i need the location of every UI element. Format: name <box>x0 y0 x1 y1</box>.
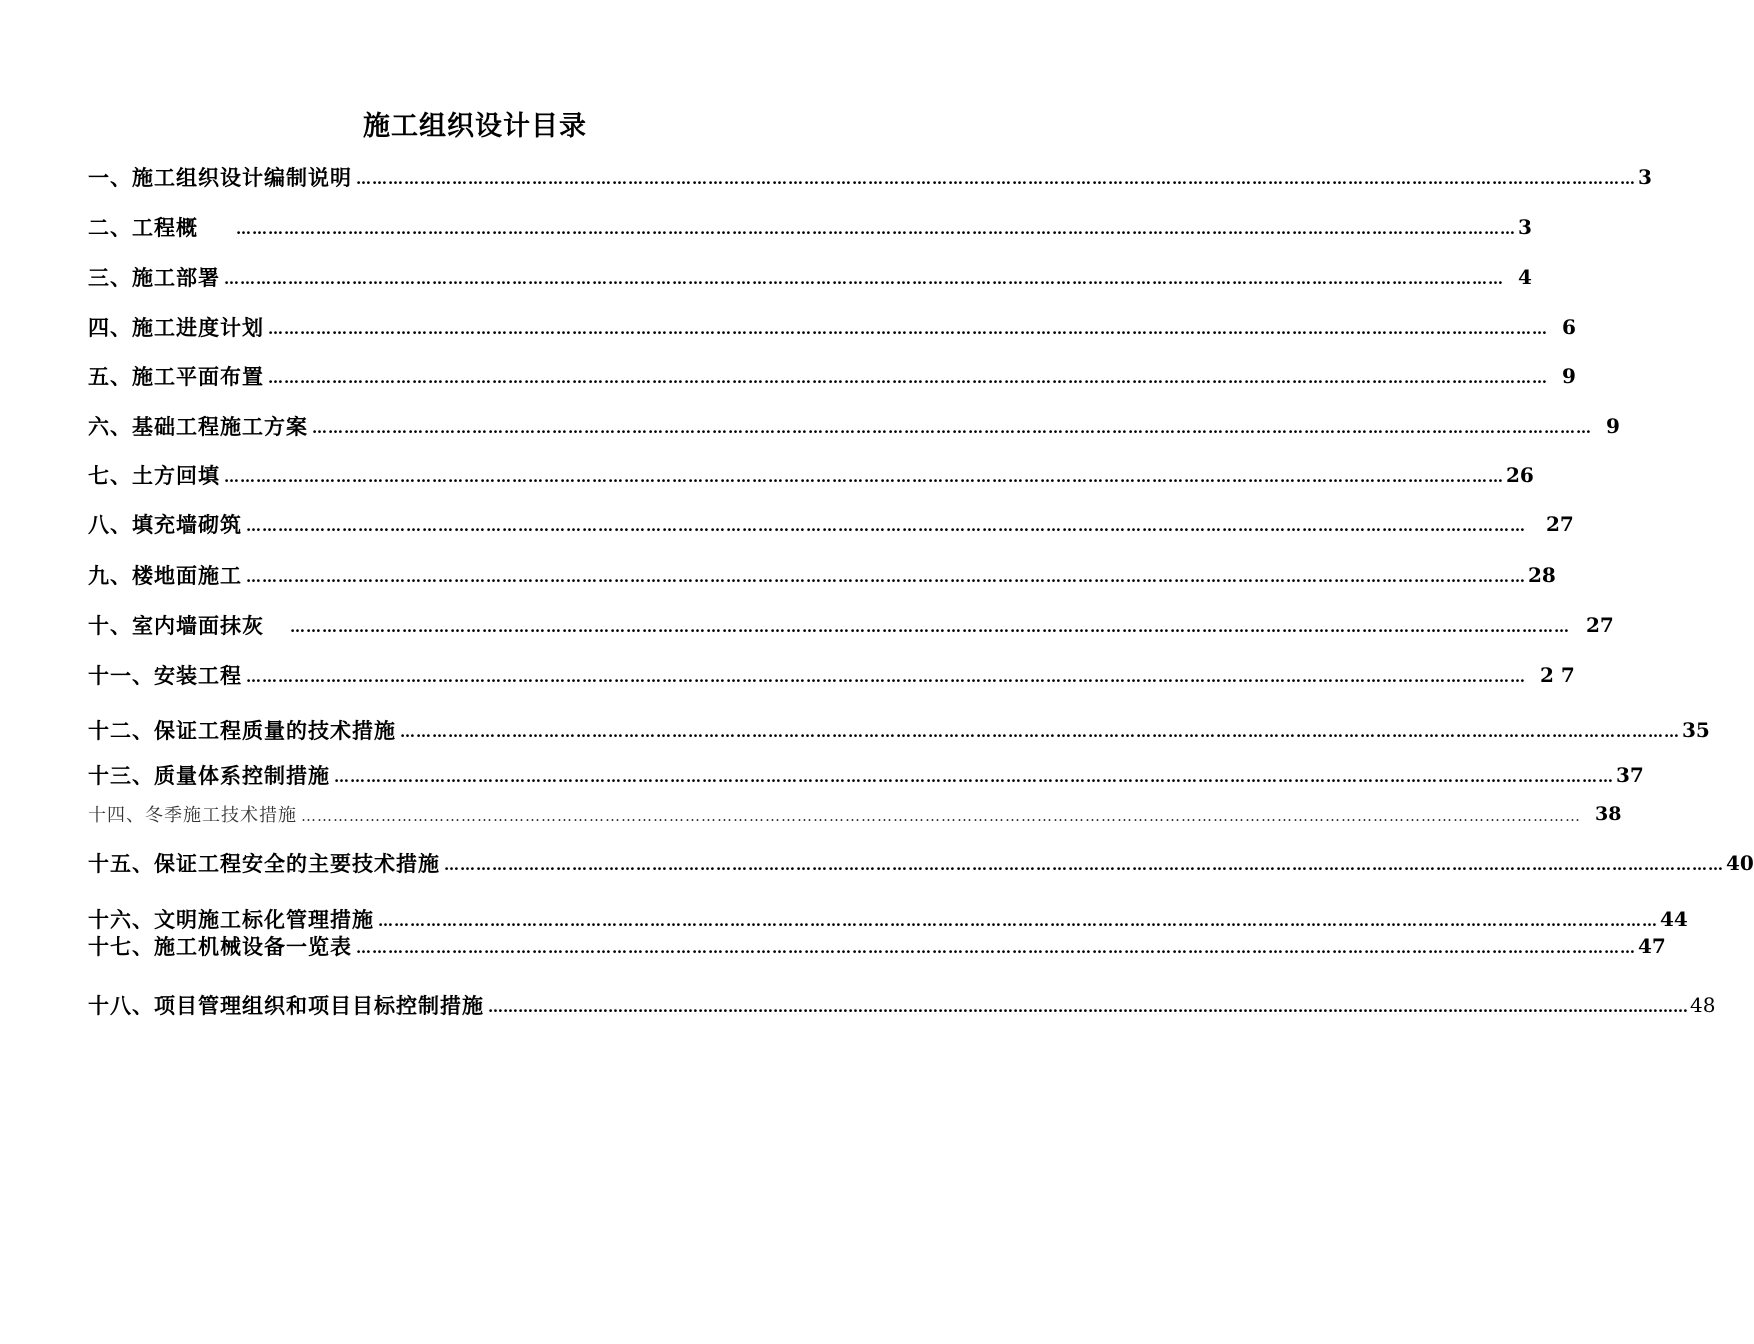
toc-entry-page: 3 <box>1638 165 1652 189</box>
dot-leader: …………………………………………………………………………………………………………………………………………………………………………………………………………………… <box>224 468 1504 486</box>
dot-leader: …………………………………………………………………………………………………………………………………………………………………………………………………………………… <box>224 270 1504 288</box>
dot-leader: …………………………………………………………………………………………………………………………………………………………………………………………………………………… <box>246 517 1526 535</box>
dot-leader: …………………………………………………………………………………………………………………………………………………………………………………………………………………… <box>444 856 1724 874</box>
toc-entry-label: 十一、安装工程 <box>88 663 242 688</box>
toc-entry-label: 三、施工部署 <box>88 265 220 290</box>
toc-entry-page: 6 <box>1562 315 1576 339</box>
dot-leader: …………………………………………………………………………………………………………………………………………………………………………………………………………………… <box>488 998 1688 1016</box>
toc-entry-label: 五、施工平面布置 <box>88 364 264 389</box>
dot-leader: …………………………………………………………………………………………………………………………………………………………………………………………………………………… <box>236 220 1516 238</box>
dot-leader: …………………………………………………………………………………………………………………………………………………………………………………………………………………… <box>268 369 1548 387</box>
toc-entry-page: 28 <box>1528 563 1556 587</box>
toc-entry-label: 十四、冬季施工技术措施 <box>88 805 297 826</box>
toc-entry-11 <box>88 660 1575 690</box>
dot-leader: …………………………………………………………………………………………………………………………………………………………………………………………………………………… <box>268 320 1548 338</box>
toc-entry-label: 十、室内墙面抹灰 <box>88 613 264 638</box>
toc-entry-label: 七、土方回填 <box>88 463 220 488</box>
toc-entry-6 <box>88 411 1620 441</box>
toc-entry-page: 37 <box>1616 763 1644 787</box>
toc-entry-17 <box>88 931 1666 961</box>
toc-entry-label: 十五、保证工程安全的主要技术措施 <box>88 851 440 876</box>
toc-entry-1 <box>88 162 1652 192</box>
toc-entry-page: 35 <box>1682 718 1710 742</box>
toc-entry-16 <box>88 904 1688 934</box>
toc-entry-label: 四、施工进度计划 <box>88 315 264 340</box>
toc-entry-5 <box>88 361 1576 391</box>
toc-entry-page: 44 <box>1660 907 1688 931</box>
dot-leader: …………………………………………………………………………………………………………………………………………………………………………………………………………………… <box>312 419 1592 437</box>
toc-entry-label: 一、施工组织设计编制说明 <box>88 165 352 190</box>
toc-entry-label: 十八、项目管理组织和项目目标控制措施 <box>88 993 484 1018</box>
toc-entry-label: 十三、质量体系控制措施 <box>88 763 330 788</box>
toc-entry-page: 40 <box>1726 851 1754 875</box>
toc-entry-page: 27 <box>1546 512 1574 536</box>
toc-entry-4 <box>88 312 1576 342</box>
toc-entry-10 <box>88 610 1614 640</box>
toc-entry-7 <box>88 460 1534 490</box>
dot-leader: …………………………………………………………………………………………………………………………………………………………………………………………………………………… <box>334 768 1614 786</box>
page-title: 施工组织设计目录 <box>363 111 587 142</box>
toc-entry-14 <box>88 799 1622 829</box>
toc-entry-page: 3 <box>1518 215 1532 239</box>
dot-leader: …………………………………………………………………………………………………………………………………………………………………………………………………………………… <box>378 912 1658 930</box>
toc-entry-label: 十六、文明施工标化管理措施 <box>88 907 374 932</box>
dot-leader: …………………………………………………………………………………………………………………………………………………………………………………………………………………… <box>356 170 1636 188</box>
toc-entry-label: 六、基础工程施工方案 <box>88 414 308 439</box>
toc-entry-label: 十二、保证工程质量的技术措施 <box>88 718 396 743</box>
dot-leader: …………………………………………………………………………………………………………………………………………………………………………………………………………………… <box>400 723 1680 741</box>
toc-entry-page: 4 <box>1518 265 1532 289</box>
toc-entry-8 <box>88 509 1574 539</box>
dot-leader: …………………………………………………………………………………………………………………………………………………………………………………………………………………… <box>356 939 1636 957</box>
toc-entry-page: 38 <box>1595 803 1622 825</box>
dot-leader: …………………………………………………………………………………………………………………………………………………………………………………………………………………… <box>290 618 1570 636</box>
dot-leader: …………………………………………………………………………………………………………………………………………………………………………………………………………………… <box>246 668 1526 686</box>
toc-entry-page: 9 <box>1606 414 1620 438</box>
toc-entry-page: 48 <box>1690 993 1716 1017</box>
toc-entry-page: 2 7 <box>1540 663 1575 687</box>
toc-entry-label: 十七、施工机械设备一览表 <box>88 934 352 959</box>
toc-entry-page: 9 <box>1562 364 1576 388</box>
dot-leader: …………………………………………………………………………………………………………………………………………………………………………………………………………………… <box>246 568 1526 586</box>
toc-entry-3 <box>88 262 1532 292</box>
toc-entry-label: 九、楼地面施工 <box>88 563 242 588</box>
toc-entry-label: 八、填充墙砌筑 <box>88 512 242 537</box>
toc-entry-13 <box>88 760 1644 790</box>
toc-entry-12 <box>88 715 1710 745</box>
toc-entry-page: 27 <box>1586 613 1614 637</box>
dot-leader: …………………………………………………………………………………………………………………………………………………………………………………………………………………… <box>301 807 1581 825</box>
toc-entry-2 <box>88 212 1532 242</box>
toc-entry-page: 47 <box>1638 934 1666 958</box>
toc-entry-15 <box>88 848 1754 878</box>
toc-entry-9 <box>88 560 1556 590</box>
toc-entry-page: 26 <box>1506 463 1534 487</box>
toc-entry-label: 二、工程概 <box>88 215 198 240</box>
toc-entry-18 <box>88 990 1716 1020</box>
